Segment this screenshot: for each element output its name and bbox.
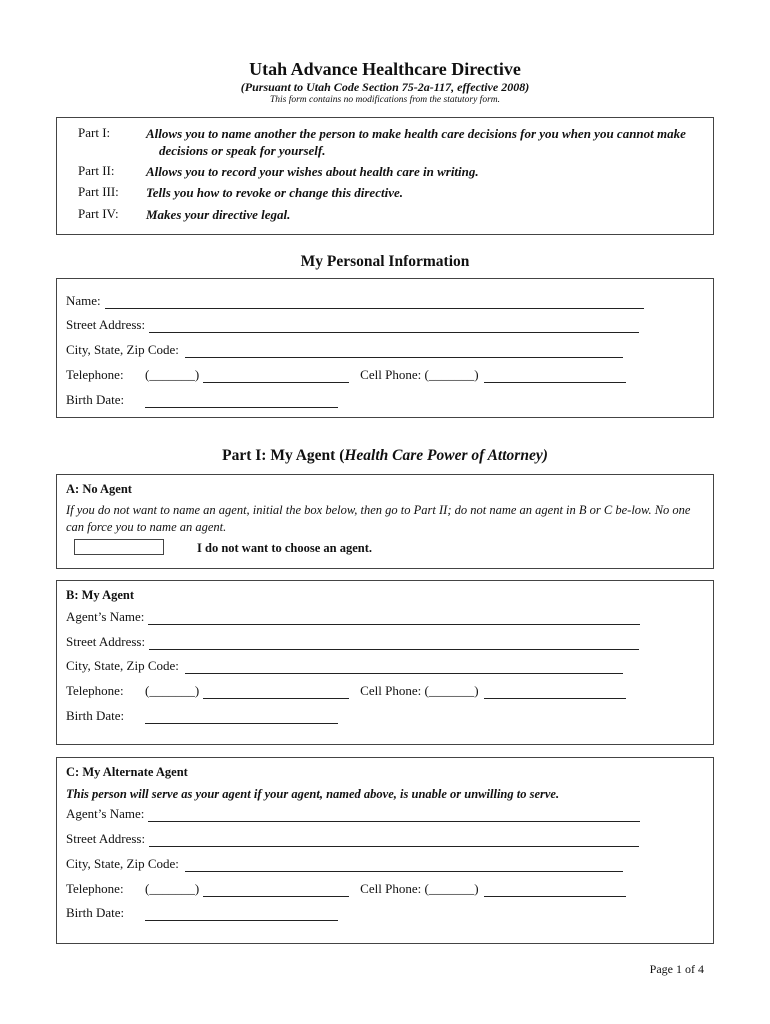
part-description: Allows you to name another the person to make health care decisions for you when you cannot make decisions or speak for yourself.	[146, 126, 686, 158]
alt-agent-birth-row	[66, 905, 338, 921]
form-note: This form contains no modifications from the statutory form.	[269, 95, 501, 105]
alt-agent-street-row	[66, 831, 639, 847]
agent-telephone-area-code[interactable]: (_______)	[145, 683, 200, 698]
part-description: Tells you how to revoke or change this directive.	[146, 185, 403, 200]
alt-agent-cell-phone-field[interactable]	[484, 884, 626, 897]
agent-name-label: Agent’s Name:	[66, 609, 145, 624]
agent-name-row	[66, 609, 640, 625]
no-agent-instructions: If you do not want to name an agent, initial the box below, then go to Part II; do not name an agent in B or C be-low. No one can force you to name an agent.	[66, 503, 691, 534]
alt-agent-name-field[interactable]	[148, 809, 640, 822]
birth-date-field[interactable]	[145, 395, 338, 408]
alt-agent-telephone-field[interactable]	[203, 884, 349, 897]
part-row-2	[78, 163, 691, 180]
part-label: Part III:	[78, 184, 119, 199]
birth-date-label: Birth Date:	[66, 392, 125, 407]
street-label: Street Address:	[66, 317, 146, 332]
alt-agent-name-label: Agent’s Name:	[66, 806, 145, 821]
alt-agent-telephone-label: Telephone:	[66, 881, 124, 896]
alt-agent-city-field[interactable]	[185, 859, 623, 872]
agent-city-label: City, State, Zip Code:	[66, 658, 179, 673]
personal-info-heading: My Personal Information	[300, 253, 470, 270]
street-field[interactable]	[149, 320, 639, 333]
no-agent-title: A: No Agent	[66, 482, 132, 496]
alt-agent-birth-date-label: Birth Date:	[66, 905, 125, 920]
alt-agent-telephone-area-code[interactable]: (_______)	[145, 881, 200, 896]
alternate-agent-title: C: My Alternate Agent	[66, 765, 188, 779]
agent-telephone-row	[66, 683, 626, 699]
part1-heading	[0, 447, 770, 465]
document-title: Utah Advance Healthcare Directive	[249, 59, 521, 79]
alt-agent-street-field[interactable]	[149, 834, 639, 847]
cell-phone-label: Cell Phone: (_______)	[360, 367, 479, 382]
agent-telephone-field[interactable]	[203, 686, 349, 699]
agent-street-label: Street Address:	[66, 634, 146, 649]
alternate-agent-instructions: This person will serve as your agent if your agent, named above, is unable or unwilling to serve.	[66, 787, 560, 801]
personal-birth-row	[66, 392, 338, 408]
part-row-1	[78, 125, 691, 159]
telephone-area-code[interactable]: (_______)	[145, 367, 200, 382]
alt-agent-cell-phone-label: Cell Phone: (_______)	[360, 881, 479, 896]
part1-heading-italic: Health Care Power of Attorney)	[344, 447, 548, 464]
name-label: Name:	[66, 293, 101, 308]
page-number: Page 1 of 4	[649, 962, 704, 976]
agent-birth-date-label: Birth Date:	[66, 708, 125, 723]
alt-agent-city-label: City, State, Zip Code:	[66, 856, 179, 871]
part-label: Part I:	[78, 125, 111, 140]
personal-city-row	[66, 342, 623, 358]
cell-phone-field[interactable]	[484, 370, 626, 383]
no-agent-option-label: I do not want to choose an agent.	[197, 541, 373, 555]
agent-cell-phone-field[interactable]	[484, 686, 626, 699]
agent-telephone-label: Telephone:	[66, 683, 124, 698]
agent-city-field[interactable]	[185, 661, 623, 674]
telephone-label: Telephone:	[66, 367, 124, 382]
part-description: Makes your directive legal.	[146, 207, 291, 222]
personal-name-row	[66, 293, 644, 309]
part-row-4	[78, 206, 691, 223]
name-field[interactable]	[105, 296, 644, 309]
part-label: Part IV:	[78, 206, 119, 221]
initial-box[interactable]	[74, 539, 164, 555]
alt-agent-telephone-row	[66, 881, 626, 897]
agent-street-field[interactable]	[149, 637, 639, 650]
part-label: Part II:	[78, 163, 115, 178]
agent-street-row	[66, 634, 639, 650]
alt-agent-street-label: Street Address:	[66, 831, 146, 846]
alt-agent-city-row	[66, 856, 623, 872]
part-row-3	[78, 184, 691, 201]
agent-birth-date-field[interactable]	[145, 711, 338, 724]
agent-name-field[interactable]	[148, 612, 640, 625]
my-agent-title: B: My Agent	[66, 588, 135, 602]
city-label: City, State, Zip Code:	[66, 342, 179, 357]
part-description: Allows you to record your wishes about health care in writing.	[146, 164, 479, 179]
document-subtitle: (Pursuant to Utah Code Section 75-2a-117, effective 2008)	[240, 80, 530, 94]
personal-telephone-row	[66, 367, 626, 383]
personal-street-row	[66, 317, 639, 333]
part1-heading-text: Part I: My Agent (	[222, 447, 345, 464]
city-field[interactable]	[185, 345, 623, 358]
alt-agent-name-row	[66, 806, 640, 822]
telephone-field[interactable]	[203, 370, 349, 383]
agent-city-row	[66, 658, 623, 674]
agent-birth-row	[66, 708, 338, 724]
alt-agent-birth-date-field[interactable]	[145, 908, 338, 921]
agent-cell-phone-label: Cell Phone: (_______)	[360, 683, 479, 698]
